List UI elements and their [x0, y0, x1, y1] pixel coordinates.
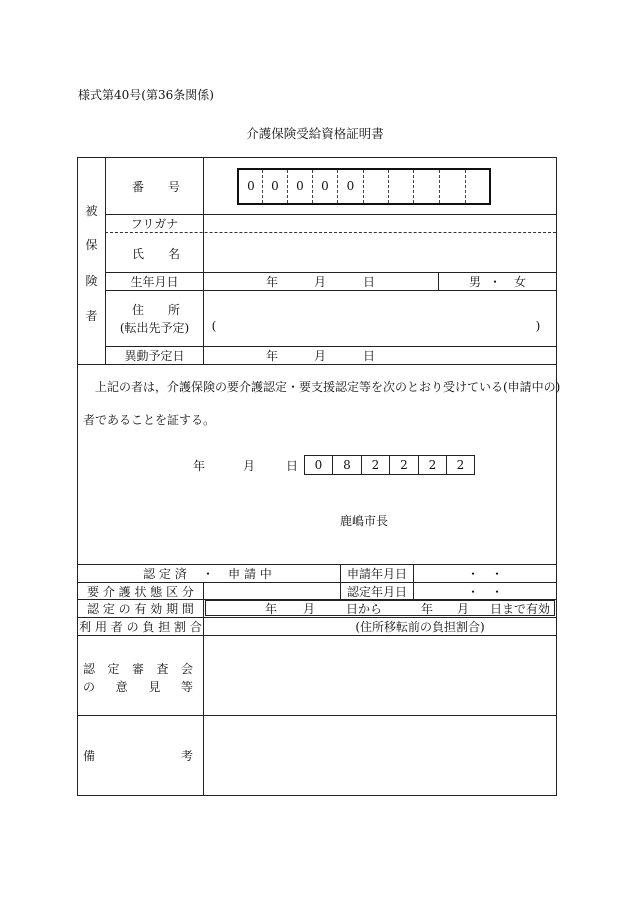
- issuer-name: 鹿嶋市長: [340, 514, 389, 528]
- label-char: 意: [115, 679, 128, 694]
- label-char: 氏: [132, 246, 145, 261]
- sex-male-option[interactable]: 男: [468, 275, 481, 289]
- address-label: [132, 300, 180, 318]
- number-digit: [440, 176, 465, 196]
- remarks-field[interactable]: [206, 718, 552, 792]
- number-digit: [389, 176, 413, 196]
- sex-female-option[interactable]: 女: [513, 275, 526, 289]
- label-column-divider: [203, 157, 204, 364]
- side-label-char: 保: [85, 237, 98, 252]
- cert-date-label: 認定年月日: [346, 584, 407, 599]
- validity-end-month[interactable]: 月: [456, 602, 469, 616]
- label-char: 備: [83, 748, 96, 763]
- label-char: の: [83, 679, 96, 694]
- address-open-paren: (: [211, 319, 217, 333]
- burden-ratio-label: 利 用 者 の 負 担 割 合: [79, 620, 202, 634]
- label-char: 査: [156, 661, 169, 676]
- issue-day[interactable]: 日: [285, 458, 298, 473]
- insurer-digit: 2: [400, 458, 408, 472]
- cert-date-field[interactable]: ・ ・: [466, 584, 503, 599]
- row-line: [77, 635, 557, 636]
- number-label: [132, 176, 180, 196]
- insurer-digit: 2: [371, 458, 380, 472]
- label-char: 住: [132, 302, 145, 317]
- sex-divider: [438, 272, 439, 290]
- furigana-label: フリガナ: [130, 217, 179, 231]
- care-level-label: 要 介 護 状 態 区 分: [87, 584, 194, 599]
- validity-end-year[interactable]: 年: [420, 602, 433, 616]
- label-char: 定: [107, 661, 120, 676]
- number-digit: 0: [247, 179, 255, 193]
- opinion-label-line-1: [83, 660, 193, 676]
- status-pending-option[interactable]: 申 請 中: [228, 567, 272, 581]
- status-certified-option[interactable]: 認 定 済: [143, 567, 187, 581]
- move-month[interactable]: 月: [313, 349, 326, 363]
- address-close-paren: ): [535, 319, 541, 333]
- validity-start-day[interactable]: 日から: [345, 602, 382, 616]
- col-line: [203, 582, 204, 796]
- label-char: 番: [132, 179, 145, 194]
- burden-ratio-note: (住所移転前の負担割合): [355, 620, 485, 634]
- remarks-label: [83, 747, 193, 763]
- insurer-digit: 0: [314, 458, 323, 472]
- validity-start-month[interactable]: 月: [302, 602, 315, 616]
- insurer-digit: 2: [428, 458, 437, 472]
- move-date-label: 異動予定日: [124, 349, 185, 363]
- label-char: 審: [131, 661, 144, 676]
- validity-end-day[interactable]: 日まで有効: [489, 602, 550, 616]
- number-digit: [414, 176, 439, 196]
- move-year[interactable]: 年: [265, 349, 278, 363]
- address-field[interactable]: [220, 296, 530, 340]
- birth-date-label: 生年月日: [130, 275, 179, 289]
- insurer-digit: 8: [343, 458, 351, 472]
- insurer-digit: 2: [456, 458, 465, 472]
- move-day[interactable]: 日: [362, 349, 375, 363]
- issue-month[interactable]: 月: [242, 458, 255, 473]
- address-sub-label: (転出先予定): [119, 320, 190, 335]
- side-label-char: 被: [85, 203, 98, 218]
- number-digit: 0: [346, 179, 355, 193]
- validity-label: 認 定 の 有 効 期 間: [87, 602, 194, 616]
- opinion-field[interactable]: [206, 638, 552, 712]
- label-char: 認: [83, 661, 96, 676]
- furigana-dash-line: [105, 232, 556, 233]
- row-line: [77, 715, 557, 716]
- side-label-char: 険: [85, 273, 98, 288]
- label-char: 名: [167, 246, 180, 261]
- label-char: 見: [148, 679, 161, 694]
- row-line: [105, 290, 556, 291]
- number-digit: 0: [271, 179, 279, 193]
- birth-month[interactable]: 月: [313, 275, 326, 289]
- section-line: [77, 364, 557, 365]
- furigana-field[interactable]: [210, 215, 550, 232]
- document-title: 介護保険受給資格証明書: [246, 126, 384, 141]
- label-char: 等: [180, 679, 193, 694]
- care-level-field[interactable]: [204, 583, 340, 599]
- number-digit: 0: [321, 179, 329, 193]
- label-char: 会: [180, 661, 193, 676]
- label-char: 考: [180, 748, 193, 763]
- name-label: [132, 243, 180, 263]
- birth-year[interactable]: 年: [265, 275, 278, 289]
- form-code: 様式第40号(第36条関係): [78, 88, 214, 102]
- validity-start-year[interactable]: 年: [264, 602, 277, 616]
- number-digit: [364, 176, 388, 196]
- statement-line-1: 上記の者は，介護保険の要介護認定・要支援認定等を次のとおり受けている(申請中の): [95, 380, 561, 394]
- sex-separator: ・: [488, 275, 501, 289]
- birth-day[interactable]: 日: [362, 275, 375, 289]
- statement-line-2: 者であることを証する。: [83, 413, 216, 427]
- number-digit: 0: [296, 179, 304, 193]
- issue-year[interactable]: 年: [192, 458, 205, 473]
- status-separator: ・: [201, 567, 214, 581]
- apply-date-field[interactable]: ・ ・: [466, 567, 503, 581]
- number-digit: [466, 176, 490, 196]
- opinion-label-line-2: [83, 678, 193, 694]
- label-char: 号: [167, 179, 180, 194]
- label-char: 所: [167, 302, 180, 317]
- side-label-char: 者: [85, 308, 98, 323]
- apply-date-label: 申請年月日: [346, 567, 407, 581]
- name-field[interactable]: [210, 234, 550, 271]
